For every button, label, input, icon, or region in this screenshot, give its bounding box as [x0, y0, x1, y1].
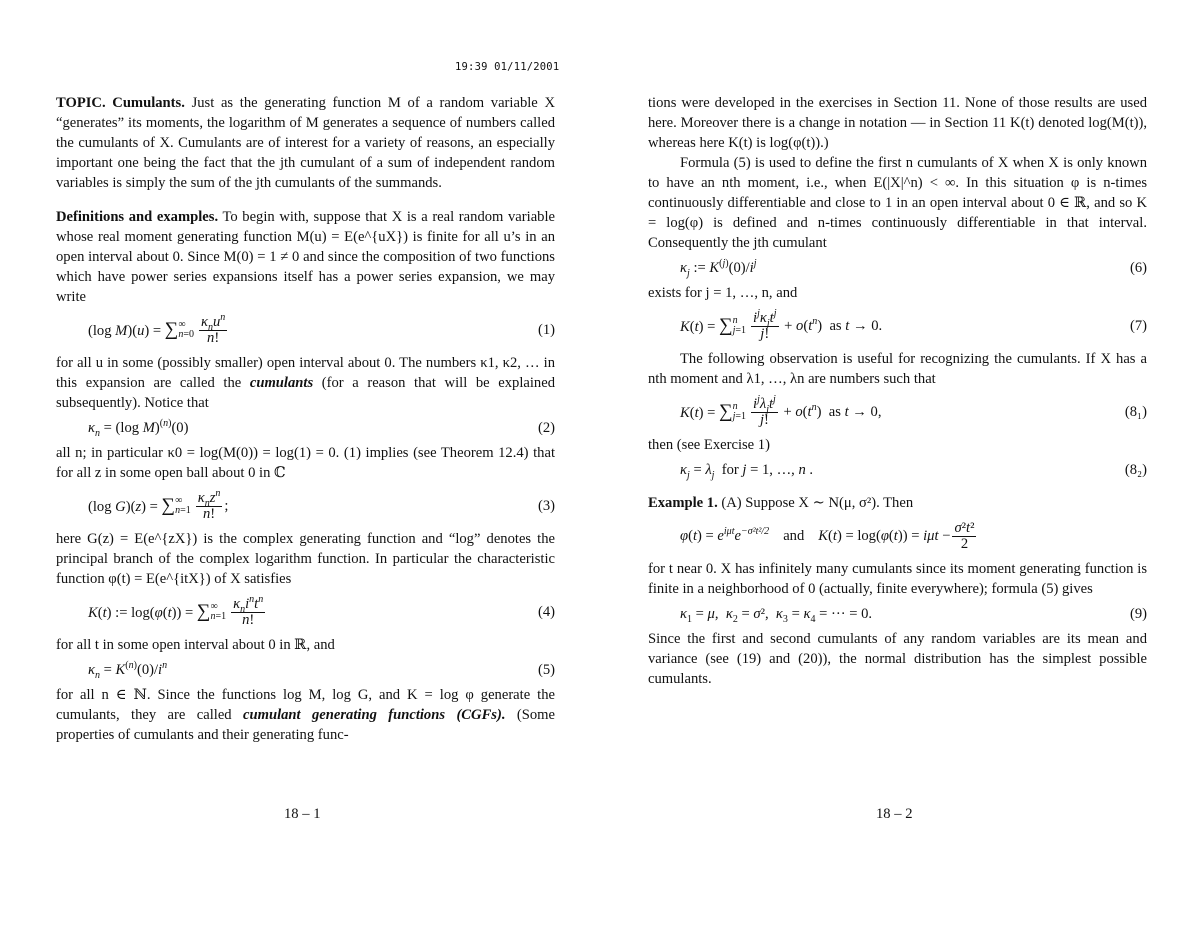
- equation-number: (4): [537, 604, 555, 620]
- cgf-paragraph: for all n ∈ ℕ. Since the functions log M, log G, and K = log φ generate the cumulants, they are called cumulant generating functions (CGFs). (Some properties of cumulants and their generating func-: [56, 687, 556, 743]
- equation-8-2: $\kappa_j = \lambda_j$ for j = 1, …, n . (8₂): [680, 462, 1147, 481]
- equation-4: K(t) := log(φ(t)) = ∑ ∞ n=1 $\frac{\kappa_ni^nt^n}{n!}$ (4): [88, 593, 555, 628]
- timestamp-header: 19:39 01/11/2001: [455, 61, 560, 73]
- equation-number: (6): [1129, 260, 1147, 276]
- equation-number: (1): [537, 322, 555, 338]
- equation-number: (7): [1129, 318, 1147, 334]
- topic-heading: TOPIC. Cumulants.: [56, 95, 185, 111]
- equation-number: (5): [537, 662, 555, 678]
- example-heading: Example 1.: [648, 495, 718, 511]
- page-number-right: 18 – 2: [876, 806, 913, 822]
- after-eq4-paragraph: for all t in some open interval about 0 in ℝ, and: [56, 637, 335, 653]
- observation-paragraph: The following observation is useful for recognizing the cumulants. If X has a nth moment and λ1, …, λn are numbers such that: [648, 351, 1147, 387]
- equation-number: (8₂): [1124, 462, 1147, 478]
- left-column: [56, 93, 555, 745]
- example-equation: $\varphi(t) = e^{i\mu t}e^{-\sigma^2t^2/2}$ and K(t) = log(φ(t)) = iμt − $\frac{\text{σ²t²}}{2}$: [680, 519, 975, 552]
- equation-9: $\kappa_1 = \mu$, $\kappa_2 = \sigma^2$, $\kappa_3 = \kappa_4$ = ··· = 0. (9): [680, 606, 1147, 625]
- equation-3: (log G)(z) = ∑ ∞ n=1 $\frac{\kappa_nz^n}{n!}$ ; (3): [88, 487, 555, 522]
- equation-1: (log M)(u) = ∑ ∞ n=0 $\frac{\kappa_nu^n}{n!}$ (1): [88, 311, 555, 346]
- after-eq6-paragraph: exists for j = 1, …, n, and: [648, 285, 798, 301]
- right-column: [648, 93, 1147, 689]
- topic-paragraph: [56, 93, 555, 193]
- definitions-text: To begin with, suppose that X is a real random variable whose real moment generating function M(u) = E(e^{uX}) is finite for all u’s in an open interval about 0. Since M(0) = 1 ≠ 0 and since the composition of two functions which have power series expansions itself has a power series expansion, we may write: [56, 209, 556, 305]
- equation-number: (2): [537, 420, 555, 436]
- equation-8-1: K(t) = ∑ n j=1 $\frac{i^j\lambda_jt^j}{j!}$ + $o(t^n)$ as t → 0, (8₁): [680, 393, 1147, 428]
- conclusion-paragraph: Since the first and second cumulants of any random variables are its mean and variance (see (19) and (20)), the normal distribution has the simplest possible cumulants.: [648, 631, 1147, 687]
- cumulants-term: cumulants: [249, 375, 314, 391]
- topic-text: Just as the generating function M of a random variable X “generates” its moments, the logarithm of M generates a sequence of numbers called the cumulants of X. Cumulants are of interest for a variety of reasons, an especially important one being the fact that the jth cumulant of a sum of independent random variables is simply the sum of the jth cumulants of the summands.: [56, 95, 555, 191]
- cgf-term: cumulant generating functions: [243, 707, 446, 723]
- equation-number: (3): [537, 498, 555, 514]
- after-eq2-paragraph: all n; in particular κ0 = log(M(0)) = log(1) = 0. (1) implies (see Theorem 12.4) that for all z in some open ball about 0 in ℂ: [56, 445, 555, 481]
- equation-number: (8₁): [1124, 404, 1147, 420]
- definitions-paragraph: [56, 207, 555, 307]
- cumulants-paragraph: for all u in some (possibly smaller) open interval about 0. The numbers κ1, κ2, … in this expansion are called the cumulants (for a reason that will be explained subsequently). Notice that: [56, 355, 555, 411]
- after-eq3-paragraph: here G(z) = E(e^{zX}) is the complex generating function and “log” denotes the principal branch of the complex logarithm function. In particular the characteristic function φ(t) = E(e^{itX}) of X satisfies: [56, 531, 555, 587]
- continuation-paragraph: tions were developed in the exercises in Section 11. None of those results are used here. Moreover there is a change in notation — in Section 11 K(t) denoted log(M(t)), whereas here K(t) is log(φ(t)).): [648, 95, 1147, 151]
- definitions-heading: Definitions and examples.: [56, 209, 219, 225]
- page-number-left: 18 – 1: [284, 806, 321, 822]
- equation-7: K(t) = ∑ n j=1 $\frac{i^j\kappa_jt^j}{j!}$ + $o(t^n)$ as t → 0. (7): [680, 307, 1147, 342]
- example-paragraph: [648, 493, 1147, 513]
- cgf-abbrev: (CGFs).: [456, 707, 506, 723]
- example-text: (A) Suppose X ∼ N(μ, σ²). Then: [721, 495, 914, 511]
- after-eq8-1-paragraph: then (see Exercise 1): [648, 437, 770, 453]
- equation-5: $\kappa_n = K^{(n)}(0)/i^n$ (5): [88, 660, 555, 681]
- equation-2: $\kappa_n = (\log$ M)$^{(n)}$(0) (2): [88, 418, 555, 439]
- equation-number: (9): [1129, 606, 1147, 622]
- after-example-paragraph: for t near 0. X has infinitely many cumulants since its moment generating function is finite in a neighborhood of 0 (actually, finite everywhere); formula (5) gives: [648, 561, 1147, 597]
- equation-6: $\kappa_j$ := $K^{(j)}(0)/i^j$ (6): [680, 258, 1147, 279]
- formula5-paragraph: Formula (5) is used to define the first n cumulants of X when X is only known to have an nth moment, i.e., when E(|X|^n) < ∞. In this situation φ is n-times continuously differentiable and close to 1 in an open interval about 0 ∈ ℝ, and so K = log(φ) is defined and n-times continuously differentiable in that interval. Consequently the jth cumulant: [648, 155, 1147, 251]
